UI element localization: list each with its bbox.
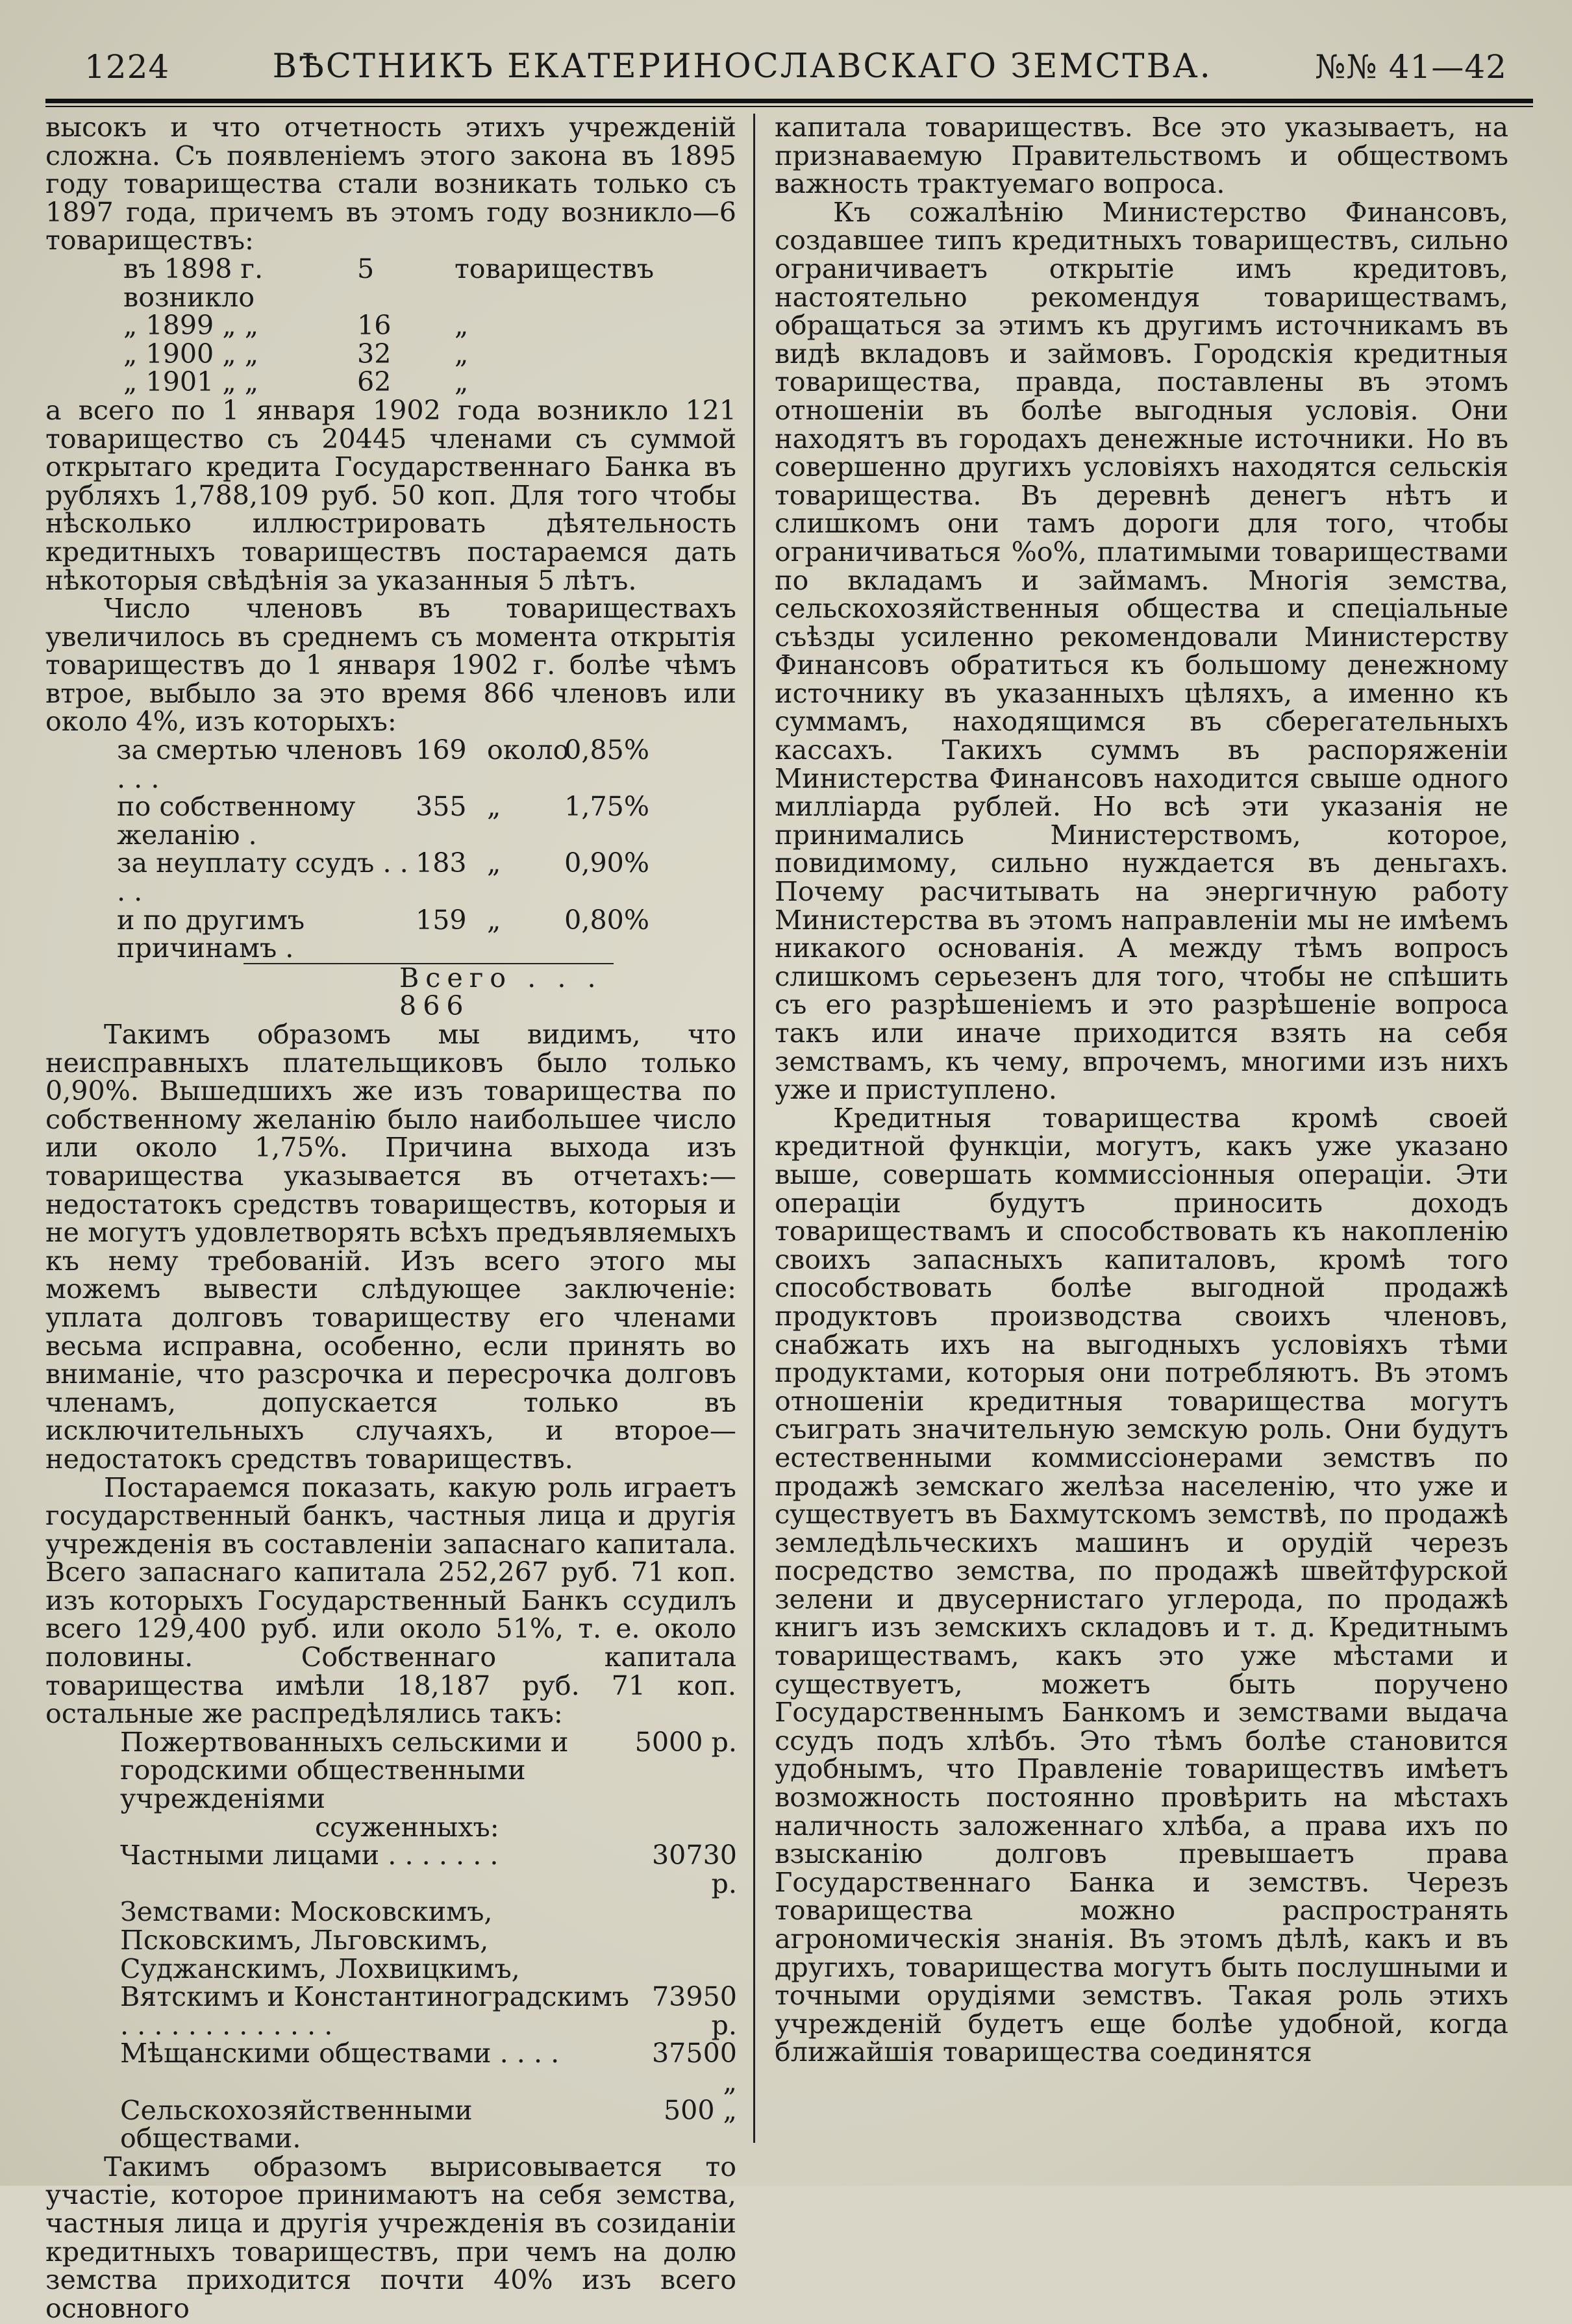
paragraph: Кредитныя товарищества кромѣ своей кредитной функціи, могутъ, какъ уже указано выше, совершать коммиссіонныя операціи. Эти операціи будутъ приносить доходъ товариществамъ и способствовать къ накопленію своихъ запасныхъ капиталовъ, кромѣ того способствовать болѣе выгодной продажѣ продуктовъ производства своихъ членовъ, снабжать ихъ на выгодныхъ условіяхъ тѣми продуктами, которыя они потребляютъ. Въ этомъ отношеніи кредитныя товарищества могутъ съиграть значительную земскую роль. Они будутъ естественными коммиссіонерами земствъ по продажѣ земскаго желѣза населенію, что уже и существуетъ въ Бахмутскомъ земствѣ, по продажѣ земледѣльческихъ машинъ и орудій черезъ посредство земства, по продажѣ швейтфурской зелени и двусернистаго углерода, по продажѣ книгъ изъ земскихъ складовъ и т. д. Кредитнымъ товариществамъ, какъ это уже мѣстами и существуетъ, можетъ быть поручено Государственнымъ Банкомъ и земствами выдача ссудъ подъ хлѣбъ. Это тѣмъ болѣе становится удобнымъ, что Правленіе товариществъ имѣетъ возможность постоянно провѣрить на мѣстахъ наличность заложеннаго хлѣба, а права ихъ по взысканію долговъ превышаетъ права Государственнаго Банка и земствъ. Черезъ товарищества можно распространять агрономическія знанія. Въ этомъ дѣлѣ, какъ и въ другихъ, товарищества могутъ быть послушными и точными орудіями земствъ. Такая роль этихъ учрежденій будетъ еще болѣе удобной, когда ближайшія товарищества соединятся — [775, 1102, 1508, 2068]
issue-number: №№ 41—42 — [1315, 48, 1507, 86]
paragraph: Такимъ образомъ мы видимъ, что неисправныхъ плательщиковъ было только 0,90%. Вышедшихъ же изъ товарищества по собственному желанію было наибольшее число или около 1,75%. Причина выхода изъ товарищества указывается въ отчетахъ:—недостатокъ средствъ товариществъ, которыя и не могутъ удовлетворять всѣхъ предъявляемыхъ къ нему требованій. Изъ всего этого мы можемъ вывести слѣдующее заключеніе: уплата долговъ товариществу его членами весьма исправна, особенно, если принять во вниманіе, что разсрочка и пересрочка долговъ членамъ, допускается только въ исключительныхъ случаяхъ, и второе—недостатокъ средствъ товариществъ. — [45, 1019, 736, 1475]
years-row: въ 1898 г. возникло 5 товариществъ — [123, 253, 655, 313]
header-rule — [45, 99, 1533, 103]
paragraph: а всего по 1 января 1902 года возникло 121 товарищество съ 20445 членами съ суммой открытаго кредита Государственнаго Банка въ рубляхъ 1,788,109 руб. 50 коп. Для того чтобы нѣсколько иллюстрировать дѣятельность кредитныхъ товариществъ постараемся дать нѣкоторыя свѣдѣнія за указанныя 5 лѣтъ. — [45, 394, 736, 596]
stats-row: по собственному желанію . 355 „ 1,75% — [117, 791, 649, 851]
stats-total: Всего . . . 866 — [243, 963, 614, 1021]
capital-row: Земствами: Московскимъ, Псковскимъ, Льговскимъ, Суджанскимъ, Лохвицкимъ, Вятскимъ и Константиноградскимъ . . . . . . . . . . . . . 73950 р. — [120, 1896, 737, 2041]
page-header — [45, 26, 1533, 90]
page-number: 1224 — [84, 48, 170, 86]
left-column — [45, 112, 753, 2324]
capital-row: Частными лицами . . . . . . . 30730 р. — [120, 1840, 737, 1899]
paragraph: Такимъ образомъ вырисовывается то участіе, которое принимаютъ на себя земства, частныя лица и другія учрежденія въ созиданіи кредитныхъ товариществъ, при чемъ на долю земства приходится почти 40% изъ всего основного — [45, 2151, 736, 2324]
paragraph: Постараемся показать, какую роль играетъ государственный банкъ, частныя лица и другія учрежденія въ составленіи запаснаго капитала. Всего запаснаго капитала 252,267 руб. 71 коп. изъ которыхъ Государственный Банкъ ссудилъ всего 129,400 руб. или около 51%, т. е. около половины. Собственнаго капитала товарищества имѣли 18,187 руб. 71 коп. остальные же распредѣлялись такъ: — [45, 1471, 736, 1730]
capital-row: Сельскохозяйственными обществами. 500 „ — [120, 2094, 737, 2155]
capital-row: Мѣщанскими обществами . . . . 37500 „ — [120, 2038, 737, 2097]
capital-table — [45, 1726, 737, 2155]
capital-row: Пожертвованныхъ сельскими и городскими общественными учрежденіями 5000 р. — [120, 1726, 737, 1815]
paragraph: капитала товариществъ. Все это указываетъ, на признаваемую Правительствомъ и обществомъ важность трактуемаго вопроса. — [775, 112, 1508, 200]
stats-row: за смертью членовъ . . . 169 около 0,85% — [117, 734, 649, 794]
years-table — [45, 255, 736, 397]
right-column — [755, 114, 1508, 2162]
stats-row: и по другимъ причинамъ . 159 „ 0,80% — [117, 904, 649, 964]
journal-title: ВѢСТНИКЪ ЕКАТЕРИНОСЛАВСКАГО ЗЕМСТВА. — [272, 47, 1212, 86]
years-row: „ 1900 „ „ 32 „ — [123, 338, 469, 369]
years-row: „ 1899 „ „ 16 „ — [123, 310, 469, 342]
years-row: „ 1901 „ „ 62 „ — [123, 366, 469, 398]
header-rule-thin — [45, 106, 1533, 107]
capital-subheading: ссуженныхъ: — [315, 1811, 499, 1843]
text-columns — [45, 112, 1533, 2324]
stats-row: за неуплату ссудъ . . . . 183 „ 0,90% — [117, 847, 649, 908]
paragraph: Къ сожалѣнію Министерство Финансовъ, создавшее типъ кредитныхъ товариществъ, сильно ограничиваетъ открытіе имъ кредитовъ, настоятельно рекомендуя товариществамъ, обращаться за этимъ къ другимъ источникамъ въ видѣ вкладовъ и займовъ. Городскія кредитныя товарищества, правда, поставлены въ этомъ отношеніи въ болѣе выгодныя условія. Они находятъ въ городахъ денежные источники. Но въ совершенно другихъ условіяхъ находятся сельскія товарищества. Въ деревнѣ денегъ нѣтъ и слишкомъ они тамъ дороги для того, чтобы ограничиваться %о%, платимыми товариществами по вкладамъ и займамъ. Многія земства, сельскохозяйственныя общества и спеціальные съѣзды усиленно рекомендовали Министерству Финансовъ обратиться къ большому денежному источнику въ указанныхъ цѣляхъ, а именно къ суммамъ, находящимся въ сберегательныхъ кассахъ. Такихъ суммъ въ распоряженіи Министерства Финансовъ находится свыше одного милліарда рублей. Но всѣ эти указанія не принимались Министерствомъ, которое, повидимому, сильно нуждается въ деньгахъ. Почему расчитывать на энергичную работу Министерства въ этомъ направленіи мы не имѣемъ никакого основанія. А между тѣмъ вопросъ слишкомъ серьезенъ для того, чтобы не спѣшить съ его разрѣшеніемъ и это разрѣшеніе вопроса такъ или иначе приходится взять на себя земствамъ, къ чему, впрочемъ, многими изъ нихъ уже и приступлено. — [775, 196, 1508, 1106]
paragraph: высокъ и что отчетность этихъ учрежденій сложна. Съ появленіемъ этого закона въ 1895 году товарищества стали возникать только съ 1897 года, причемъ въ этомъ году возникло—6 товариществъ: — [45, 112, 736, 256]
members-stats-table — [45, 736, 736, 1021]
paragraph: Число членовъ въ товариществахъ увеличилось въ среднемъ съ момента открытія товариществъ до 1 января 1902 г. болѣе чѣмъ втрое, выбыло за это время 866 членовъ или около 4%, изъ которыхъ: — [45, 593, 736, 738]
